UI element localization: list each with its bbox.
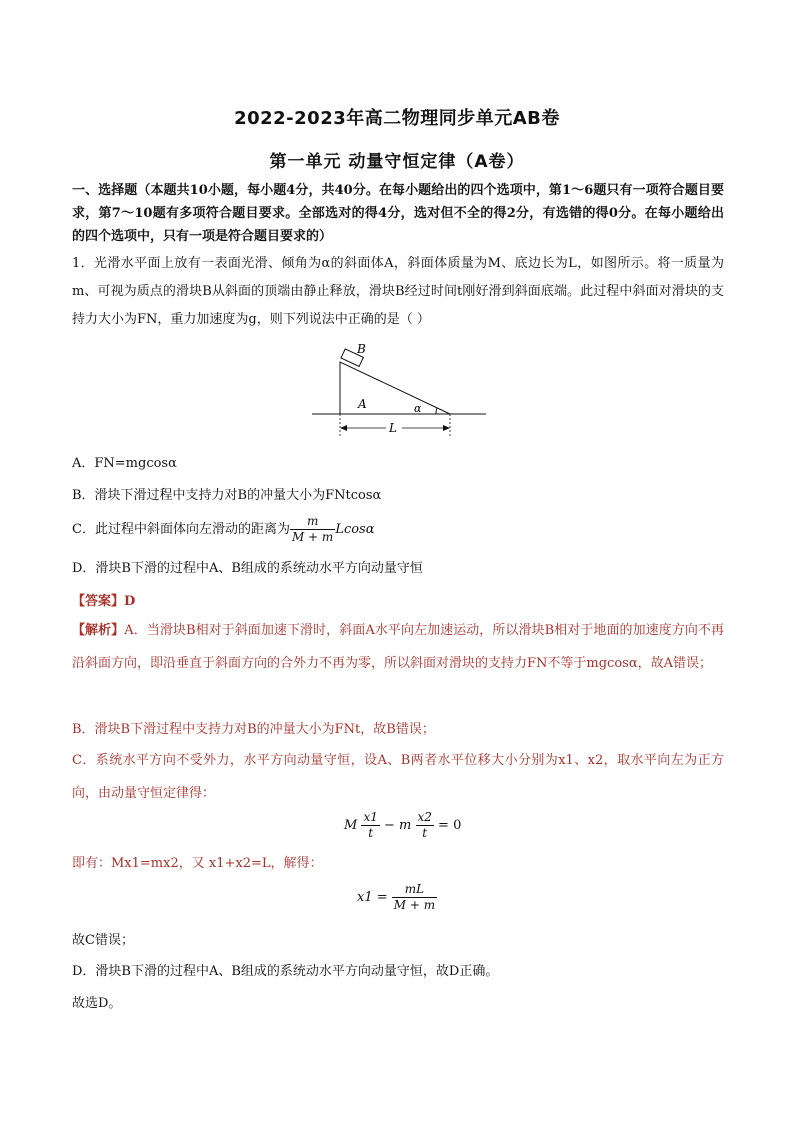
label-b: B	[357, 342, 366, 356]
explanation-block-1	[72, 614, 724, 680]
option-c-denominator: M + m	[291, 530, 334, 544]
explanation-c-2: 即有：Mx1=mx2，又 x1+x2=L，解得：	[72, 856, 323, 871]
incline-figure	[300, 340, 500, 440]
dim-arrow-left	[340, 425, 347, 431]
solution-equation	[357, 882, 437, 913]
option-c-text: C．此过程中斜面体向左滑动的距离为	[72, 522, 290, 537]
explanation-tag: 【解析】	[72, 623, 125, 638]
eq1-fraction-1	[361, 810, 379, 841]
eq2-numerator: mL	[392, 882, 437, 898]
option-b: B．滑块下滑过程中支持力对B的冲量大小为FNtcosα	[72, 488, 382, 503]
incline-body	[340, 362, 450, 414]
explanation-a: A．当滑块B相对于斜面加速下滑时，斜面A水平向左加速运动，所以滑块B相对于地面的加速度方向不再沿斜面方向，即沿垂直于斜面方向的合外力不再为零，所以斜面对滑块的支持力FN不等于mgcosα，故A错误；	[72, 623, 724, 671]
explanation-b: B．滑块B下滑过程中支持力对B的冲量大小为FNt，故B错误；	[72, 722, 435, 737]
answer-line: 【答案】D	[72, 594, 136, 609]
option-d: D．滑块B下滑的过程中A、B组成的系统动水平方向动量守恒	[72, 561, 423, 576]
conclusion: 故选D。	[72, 996, 122, 1011]
angle-arc	[436, 408, 437, 414]
unit-subtitle: 第一单元 动量守恒定律（A卷）	[269, 152, 525, 172]
section-heading: 一、选择题（本题共10小题，每小题4分，共40分。在每小题给出的四个选项中，第1～6题只有一项符合题目要求，第7～10题有多项符合题目要求。全部选对的得4分，选对但不全的得2分，有选错的得0分。在每小题给出的四个选项中，只有一项是符合题目要求的）	[72, 183, 724, 244]
label-alpha: α	[414, 402, 422, 415]
label-a: A	[358, 397, 367, 411]
momentum-equation	[344, 810, 461, 841]
explanation-c: C．系统水平方向不受外力，水平方向动量守恒，设A、B两者水平位移大小分别为x1、x2，取水平向左为正方向，由动量守恒定律得：	[72, 753, 724, 801]
eq2-lhs: x1 =	[357, 890, 388, 905]
explanation-c-3: 故C错误；	[72, 933, 134, 948]
dim-arrow-right	[443, 425, 450, 431]
eq1-fraction-2	[416, 810, 434, 841]
eq1-denominator-1: t	[368, 826, 374, 840]
explanation-d: D．滑块B下滑的过程中A、B组成的系统动水平方向动量守恒，故D正确。	[72, 964, 499, 979]
eq1-minus-m: − m	[384, 818, 412, 833]
eq1-numerator-2: x2	[417, 810, 432, 824]
eq1-m-big: M	[344, 818, 358, 833]
eq2-denominator: M + m	[393, 898, 436, 912]
question-1-stem: 1．光滑水平面上放有一表面光滑、倾角为α的斜面体A，斜面体质量为M、底边长为L，如图所示。将一质量为m、可视为质点的滑块B从斜面的顶端由静止释放，滑块B经过时间t刚好滑到斜面底端。此过程中斜面对滑块的支持力大小为FN，重力加速度为g，则下列说法中正确的是（ ）	[72, 256, 724, 327]
option-c-fraction	[290, 514, 335, 545]
eq1-numerator-1: x1	[363, 810, 378, 824]
option-c-suffix: Lcosα	[335, 522, 375, 537]
eq1-denominator-2: t	[422, 826, 428, 840]
eq1-rhs: = 0	[438, 818, 462, 833]
option-c-numerator: m	[290, 514, 335, 530]
label-l: L	[389, 421, 397, 435]
document-title: 2022-2023年高二物理同步单元AB卷	[234, 108, 560, 129]
option-a: A．FN=mgcosα	[72, 456, 177, 471]
option-c	[72, 514, 375, 545]
eq2-fraction	[392, 882, 437, 913]
